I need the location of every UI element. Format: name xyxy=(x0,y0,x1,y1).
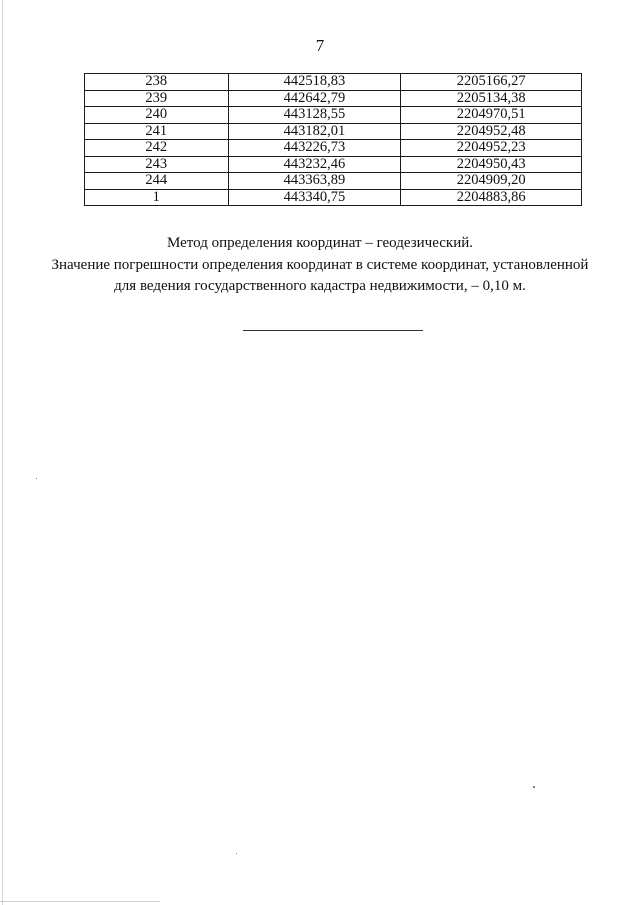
x-coordinate-cell: 443226,73 xyxy=(228,140,401,157)
scan-speck xyxy=(36,478,37,479)
x-coordinate-cell: 443128,55 xyxy=(228,107,401,124)
point-number-cell: 1 xyxy=(85,189,229,206)
y-coordinate-cell: 2204950,43 xyxy=(401,156,582,173)
method-description xyxy=(40,233,600,298)
point-number-cell: 243 xyxy=(85,156,229,173)
page-number: 7 xyxy=(315,36,325,55)
table-row xyxy=(85,189,582,206)
point-number-cell: 239 xyxy=(85,90,229,107)
y-coordinate-cell: 2205166,27 xyxy=(401,74,582,91)
table-row xyxy=(85,90,582,107)
y-coordinate-cell: 2204970,51 xyxy=(401,107,582,124)
x-coordinate-cell: 443232,46 xyxy=(228,156,401,173)
table-row xyxy=(85,140,582,157)
x-coordinate-cell: 442518,83 xyxy=(228,74,401,91)
table-row xyxy=(85,156,582,173)
table-row xyxy=(85,74,582,91)
x-coordinate-cell: 442642,79 xyxy=(228,90,401,107)
point-number-cell: 238 xyxy=(85,74,229,91)
x-coordinate-cell: 443340,75 xyxy=(228,189,401,206)
accuracy-line-1: Значение погрешности определения координат в системе координат, установленной xyxy=(51,256,589,273)
table-row xyxy=(85,173,582,190)
closing-rule xyxy=(243,330,423,331)
point-number-cell: 241 xyxy=(85,123,229,140)
point-number-cell: 242 xyxy=(85,140,229,157)
scan-bottom-edge xyxy=(0,901,160,902)
x-coordinate-cell: 443363,89 xyxy=(228,173,401,190)
point-number-cell: 244 xyxy=(85,173,229,190)
point-number-cell: 240 xyxy=(85,107,229,124)
table-row xyxy=(85,123,582,140)
coordinates-table xyxy=(84,73,582,206)
y-coordinate-cell: 2204952,48 xyxy=(401,123,582,140)
y-coordinate-cell: 2204952,23 xyxy=(401,140,582,157)
table-row xyxy=(85,107,582,124)
y-coordinate-cell: 2204909,20 xyxy=(401,173,582,190)
x-coordinate-cell: 443182,01 xyxy=(228,123,401,140)
scan-left-edge xyxy=(2,0,3,905)
accuracy-line-2: для ведения государственного кадастра недвижимости, – 0,10 м. xyxy=(114,278,526,294)
y-coordinate-cell: 2204883,86 xyxy=(401,189,582,206)
scan-speck xyxy=(533,786,535,788)
scan-speck xyxy=(236,853,237,854)
method-line: Метод определения координат – геодезический. xyxy=(167,235,473,251)
y-coordinate-cell: 2205134,38 xyxy=(401,90,582,107)
